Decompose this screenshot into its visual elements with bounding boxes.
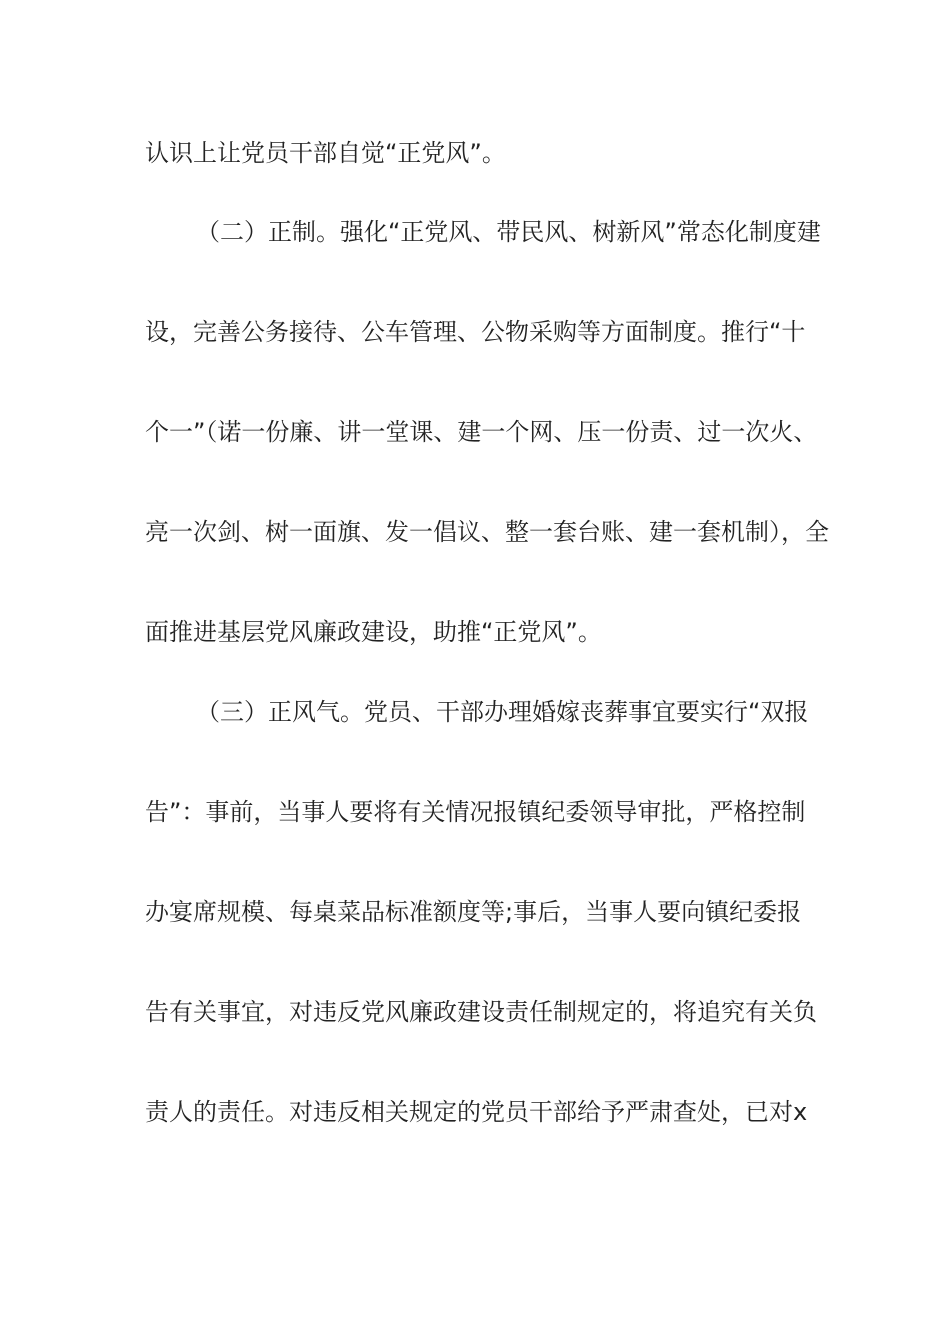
paragraph-line-9: 办宴席规模、每桌菜品标准额度等;事后，当事人要向镇纪委报 bbox=[145, 898, 802, 926]
paragraph-line-2: （二）正制。强化“正党风、带民风、树新风”常态化制度建 bbox=[196, 218, 821, 246]
paragraph-line-11: 责人的责任。对违反相关规定的党员干部给予严肃查处，已对x bbox=[145, 1098, 808, 1126]
paragraph-line-7: （三）正风气。党员、干部办理婚嫁丧葬事宜要实行“双报 bbox=[196, 698, 809, 726]
paragraph-line-6: 面推进基层党风廉政建设，助推“正党风”。 bbox=[145, 618, 602, 646]
paragraph-line-3: 设，完善公务接待、公车管理、公物采购等方面制度。推行“十 bbox=[145, 318, 806, 346]
paragraph-line-4: 个一”（诺一份廉、讲一堂课、建一个网、压一份责、过一次火、 bbox=[145, 418, 818, 446]
paragraph-line-8: 告”：事前，当事人要将有关情况报镇纪委领导审批，严格控制 bbox=[145, 798, 806, 826]
paragraph-line-10: 告有关事宜，对违反党风廉政建设责任制规定的，将追究有关负 bbox=[145, 998, 817, 1026]
paragraph-line-5: 亮一次剑、树一面旗、发一倡议、整一套台账、建一套机制），全 bbox=[145, 518, 829, 546]
paragraph-line-1: 认识上让党员干部自觉“正党风”。 bbox=[145, 139, 506, 167]
